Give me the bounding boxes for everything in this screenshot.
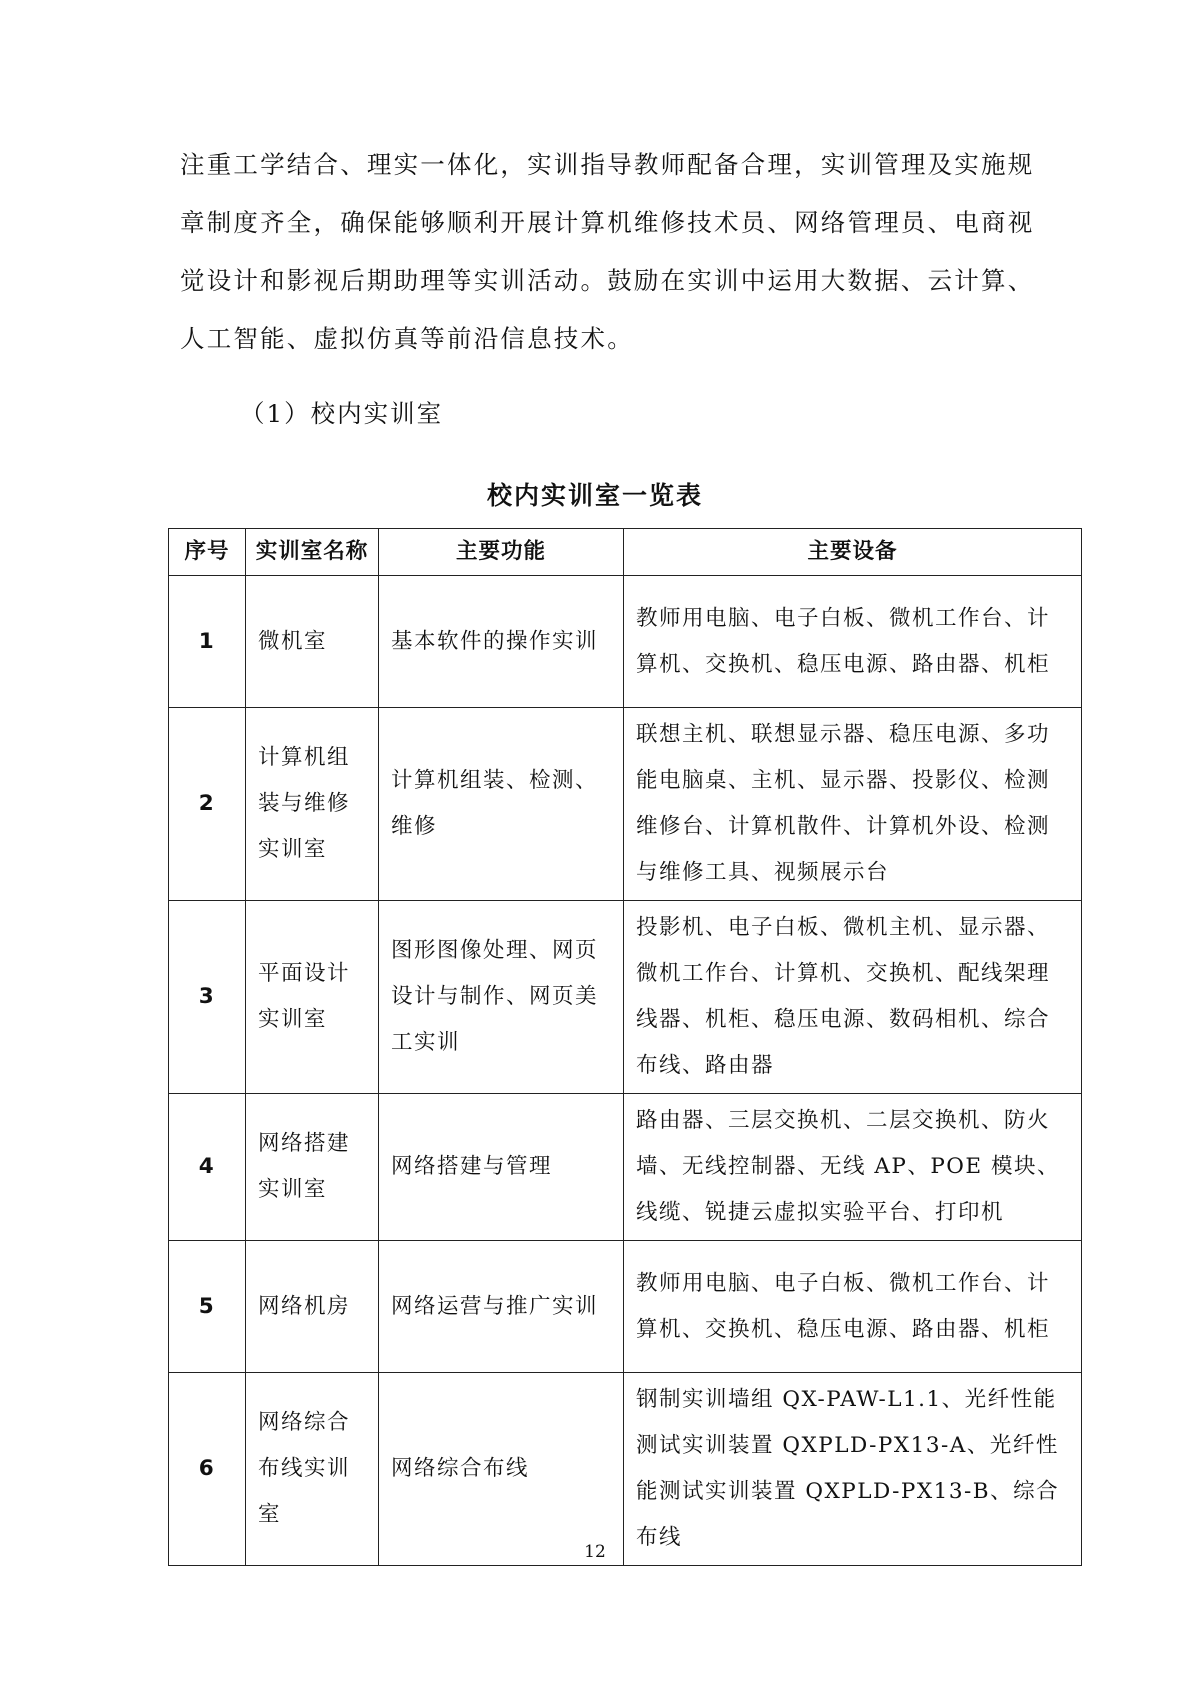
room-equipment: 钢制实训墙组 QX-PAW-L1.1、光纤性能测试实训装置 QXPLD-PX13-A、光纤性能测试实训装置 QXPLD-PX13-B、综合布线 — [624, 1373, 1082, 1566]
table-caption: 校内实训室一览表 — [486, 481, 703, 510]
table-row — [169, 1094, 1082, 1241]
header-room-name: 实训室名称 — [246, 529, 379, 576]
row-number: 1 — [169, 576, 246, 708]
row-number: 6 — [169, 1373, 246, 1566]
room-equipment: 联想主机、联想显示器、稳压电源、多功能电脑桌、主机、显示器、投影仪、检测维修台、计算机散件、计算机外设、检测与维修工具、视频展示台 — [624, 708, 1082, 901]
table-row — [169, 1241, 1082, 1373]
row-number: 3 — [169, 901, 246, 1094]
header-number: 序号 — [169, 529, 246, 576]
page-number: 12 — [584, 1542, 606, 1562]
room-equipment: 投影机、电子白板、微机主机、显示器、微机工作台、计算机、交换机、配线架理线器、机柜、稳压电源、数码相机、综合布线、路由器 — [624, 901, 1082, 1094]
room-name: 计算机组装与维修实训室 — [246, 708, 379, 901]
table-row — [169, 576, 1082, 708]
header-function: 主要功能 — [379, 529, 624, 576]
training-rooms-table — [168, 528, 1082, 1566]
intro-line: 章制度齐全，确保能够顺利开展计算机维修技术员、网络管理员、电商视 — [180, 208, 1035, 237]
room-function: 图形图像处理、网页设计与制作、网页美工实训 — [379, 901, 624, 1094]
table-row — [169, 1373, 1082, 1566]
room-name: 网络综合布线实训室 — [246, 1373, 379, 1566]
intro-line: 觉设计和影视后期助理等实训活动。鼓励在实训中运用大数据、云计算、 — [180, 266, 1035, 295]
table-row — [169, 901, 1082, 1094]
room-name: 网络机房 — [246, 1241, 379, 1373]
intro-line: 人工智能、虚拟仿真等前沿信息技术。 — [180, 324, 634, 353]
room-name: 微机室 — [246, 576, 379, 708]
row-number: 5 — [169, 1241, 246, 1373]
intro-line: 注重工学结合、理实一体化，实训指导教师配备合理，实训管理及实施规 — [180, 150, 1035, 179]
table-header-row — [169, 529, 1082, 576]
row-number: 2 — [169, 708, 246, 901]
room-equipment: 路由器、三层交换机、二层交换机、防火墙、无线控制器、无线 AP、POE 模块、线缆、锐捷云虚拟实验平台、打印机 — [624, 1094, 1082, 1241]
header-equipment: 主要设备 — [624, 529, 1082, 576]
room-name: 网络搭建实训室 — [246, 1094, 379, 1241]
room-function: 计算机组装、检测、维修 — [379, 708, 624, 901]
room-name: 平面设计实训室 — [246, 901, 379, 1094]
room-function: 网络运营与推广实训 — [379, 1241, 624, 1373]
room-function: 网络综合布线 — [379, 1373, 624, 1566]
table-row — [169, 708, 1082, 901]
room-equipment: 教师用电脑、电子白板、微机工作台、计算机、交换机、稳压电源、路由器、机柜 — [624, 1241, 1082, 1373]
room-function: 基本软件的操作实训 — [379, 576, 624, 708]
room-function: 网络搭建与管理 — [379, 1094, 624, 1241]
section-subheading: （1）校内实训室 — [240, 399, 444, 428]
row-number: 4 — [169, 1094, 246, 1241]
room-equipment: 教师用电脑、电子白板、微机工作台、计算机、交换机、稳压电源、路由器、机柜 — [624, 576, 1082, 708]
